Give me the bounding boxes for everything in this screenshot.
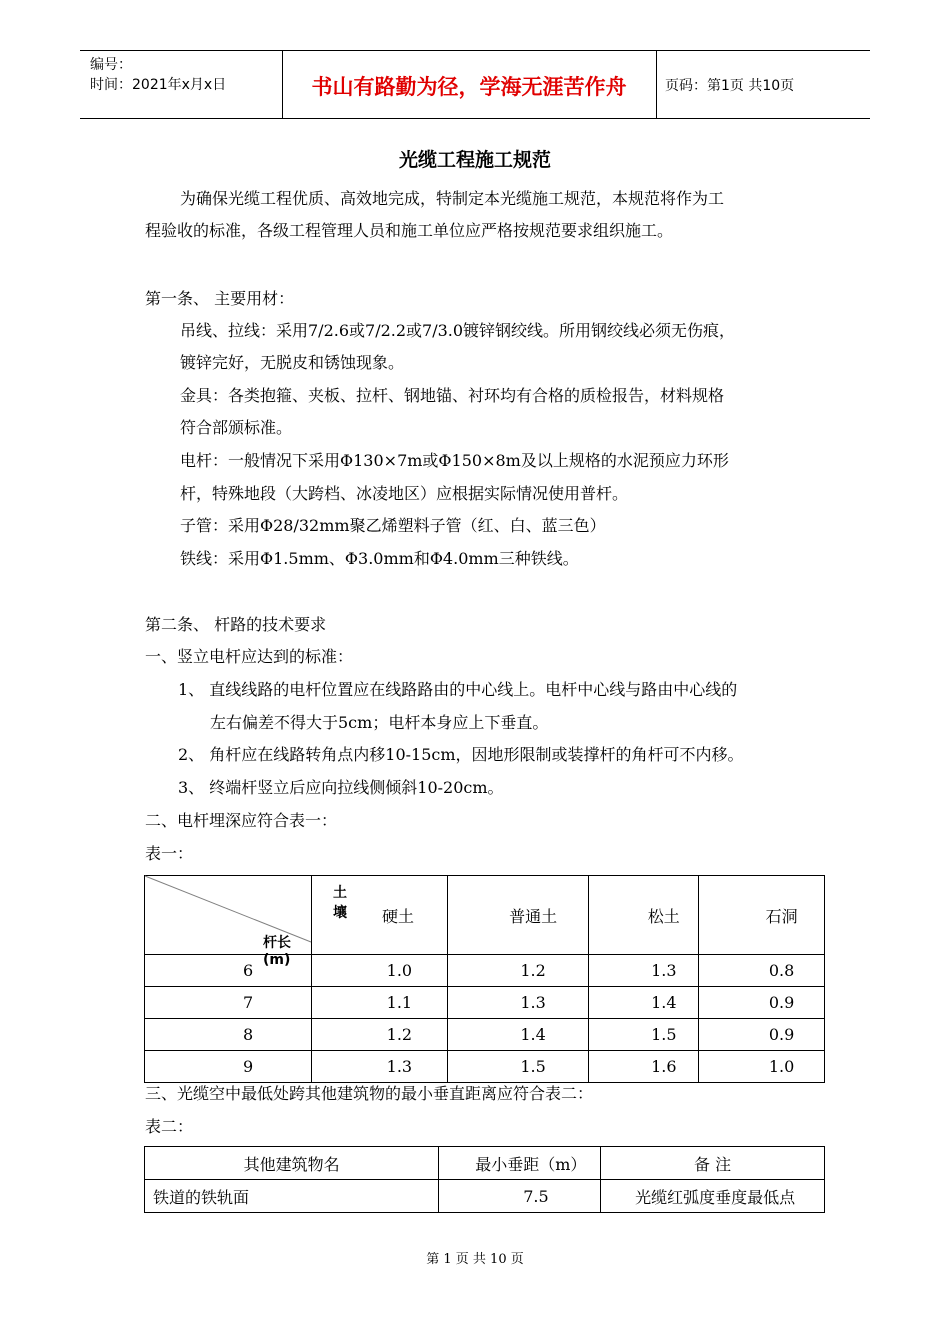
- table-row: [145, 1019, 825, 1051]
- requirement-item: 左右偏差不得大于5cm；电杆本身应上下垂直。: [210, 713, 549, 732]
- depth-cell: 1.3: [312, 1051, 448, 1083]
- column-header: 普通土: [447, 876, 589, 955]
- rod-length-cell: 6: [145, 955, 312, 987]
- column-header: 最小垂距（m）: [439, 1147, 601, 1180]
- depth-cell: 1.5: [447, 1051, 589, 1083]
- clearance-table: [144, 1146, 825, 1213]
- requirement-item: 3、 终端杆竖立后应向拉线侧倾斜10-20cm。: [178, 778, 504, 797]
- note-cell: 光缆红弧度垂度最低点: [601, 1180, 825, 1213]
- section-heading: 三、光缆空中最低处跨其他建筑物的最小垂直距离应符合表二：: [145, 1084, 594, 1103]
- depth-cell: 1.4: [447, 1019, 589, 1051]
- article1-line: 电杆：一般情况下采用Φ130×7m或Φ150×8m及以上规格的水泥预应力环形: [180, 451, 729, 470]
- depth-cell: 1.0: [312, 955, 448, 987]
- rod-length-cell: 7: [145, 987, 312, 1019]
- column-header: 备 注: [601, 1147, 825, 1180]
- column-header: 其他建筑物名: [145, 1147, 439, 1180]
- page-info: 页码：第1页 共10页: [665, 78, 795, 94]
- section-heading: 一、竖立电杆应达到的标准：: [145, 647, 354, 666]
- section-heading: 二、电杆埋深应符合表一：: [145, 811, 338, 830]
- table-header-row: [145, 1147, 825, 1180]
- burial-depth-table: [144, 875, 825, 1083]
- depth-cell: 1.2: [447, 955, 589, 987]
- article1-line: 金具：各类抱箍、夹板、拉杆、钢地锚、衬环均有合格的质检报告，材料规格: [180, 386, 725, 405]
- table-row: [145, 1051, 825, 1083]
- article1-line: 杆，特殊地段（大跨档、冰凌地区）应根据实际情况使用普杆。: [180, 484, 629, 503]
- header-divider: [656, 51, 657, 118]
- depth-cell: 0.8: [699, 955, 825, 987]
- page-title: 光缆工程施工规范: [398, 149, 551, 171]
- column-header: 松土: [589, 876, 699, 955]
- page-footer: 第 1 页 共 10 页: [426, 1252, 524, 1267]
- article1-line: 镀锌完好，无脱皮和锈蚀现象。: [180, 353, 405, 372]
- depth-cell: 1.5: [589, 1019, 699, 1051]
- intro-line: 程验收的标准，各级工程管理人员和施工单位应严格按规范要求组织施工。: [145, 221, 674, 240]
- structure-cell: 铁道的铁轨面: [145, 1180, 439, 1213]
- article1-line: 铁线：采用Φ1.5mm、Φ3.0mm和Φ4.0mm三种铁线。: [180, 549, 579, 568]
- motto: 书山有路勤为径，学海无涯苦作舟: [311, 75, 627, 99]
- depth-cell: 1.0: [699, 1051, 825, 1083]
- article1-heading: 第一条、 主要用材：: [145, 289, 295, 308]
- article1-line: 吊线、拉线：采用7/2.6或7/2.2或7/3.0镀锌钢绞线。所用钢绞线必须无伤痕，: [180, 321, 736, 340]
- table-row: [145, 955, 825, 987]
- time-label: 时间：2021年x月x日: [90, 77, 227, 93]
- rod-length-label: 杆长(m): [263, 935, 291, 968]
- intro-line: 为确保光缆工程优质、高效地完成，特制定本光缆施工规范，本规范将作为工: [180, 189, 725, 208]
- table-label: 表二：: [145, 1117, 194, 1136]
- depth-cell: 1.3: [589, 955, 699, 987]
- article2-heading: 第二条、 杆路的技术要求: [145, 615, 327, 634]
- table-label: 表一：: [145, 844, 194, 863]
- depth-cell: 1.1: [312, 987, 448, 1019]
- rod-length-cell: 9: [145, 1051, 312, 1083]
- depth-cell: 1.6: [589, 1051, 699, 1083]
- soil-label: 土 壤: [333, 885, 353, 921]
- diagonal-header-cell: [145, 876, 353, 968]
- number-label: 编号：: [90, 57, 132, 73]
- requirement-item: 2、 角杆应在线路转角点内移10-15cm，因地形限制或装撑杆的角杆可不内移。: [178, 745, 744, 764]
- article1-line: 符合部颁标准。: [180, 418, 293, 437]
- column-header: 硬土: [312, 876, 448, 955]
- table-header-row: [145, 876, 825, 955]
- depth-cell: 1.2: [312, 1019, 448, 1051]
- column-header: 石洞: [699, 876, 825, 955]
- requirement-item: 1、 直线线路的电杆位置应在线路路由的中心线上。电杆中心线与路由中心线的: [178, 680, 738, 699]
- table-row: [145, 987, 825, 1019]
- article1-line: 子管：采用Φ28/32mm聚乙烯塑料子管（红、白、蓝三色）: [180, 516, 606, 535]
- document-header: [80, 50, 870, 119]
- depth-cell: 0.9: [699, 1019, 825, 1051]
- depth-cell: 0.9: [699, 987, 825, 1019]
- depth-cell: 1.3: [447, 987, 589, 1019]
- depth-cell: 1.4: [589, 987, 699, 1019]
- header-meta: [90, 55, 226, 95]
- rod-length-cell: 8: [145, 1019, 312, 1051]
- distance-cell: 7.5: [439, 1180, 601, 1213]
- table-row: [145, 1180, 825, 1213]
